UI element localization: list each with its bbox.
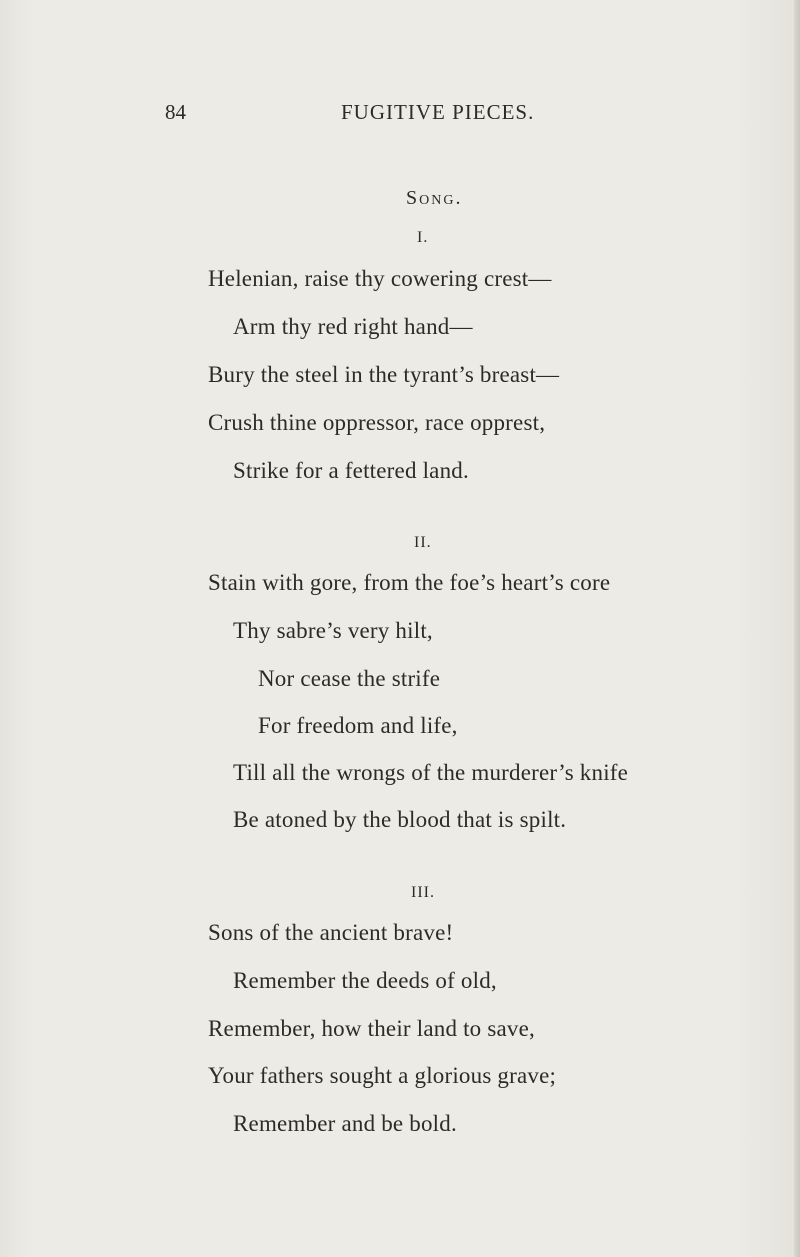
stanza-2-line-2: Thy sabre’s very hilt, xyxy=(233,618,433,643)
stanza-numeral-3: III. xyxy=(411,884,435,901)
stanza-2-line-6: Be atoned by the blood that is spilt. xyxy=(233,807,567,832)
stanza-numeral-1: I. xyxy=(417,229,429,246)
stanza-3-line-3: Remember, how their land to save, xyxy=(208,1016,535,1041)
stanza-3-line-2: Remember the deeds of old, xyxy=(233,968,497,993)
stanza-3-line-1: Sons of the ancient brave! xyxy=(208,920,454,945)
page-number: 84 xyxy=(165,100,186,124)
running-title: FUGITIVE PIECES. xyxy=(341,100,535,124)
stanza-2-line-1: Stain with gore, from the foe’s heart’s core xyxy=(208,570,611,595)
stanza-2-line-3: Nor cease the strife xyxy=(258,666,441,691)
stanza-numeral-2: II. xyxy=(414,534,432,551)
stanza-3-line-4: Your fathers sought a glorious grave; xyxy=(208,1063,557,1088)
stanza-1-line-3: Bury the steel in the tyrant’s breast— xyxy=(208,362,560,387)
stanza-1-line-4: Crush thine oppressor, race opprest, xyxy=(208,410,546,435)
stanza-2-line-4: For freedom and life, xyxy=(258,713,458,738)
stanza-1-line-1: Helenian, raise thy cowering crest— xyxy=(208,266,552,291)
stanza-3-line-5: Remember and be bold. xyxy=(233,1111,457,1136)
poem-title: Song. xyxy=(406,187,463,209)
page-edge xyxy=(794,0,800,1257)
stanza-1-line-5: Strike for a fettered land. xyxy=(233,458,469,483)
stanza-2-line-5: Till all the wrongs of the murderer’s knife xyxy=(233,760,629,785)
stanza-1-line-2: Arm thy red right hand— xyxy=(233,314,473,339)
